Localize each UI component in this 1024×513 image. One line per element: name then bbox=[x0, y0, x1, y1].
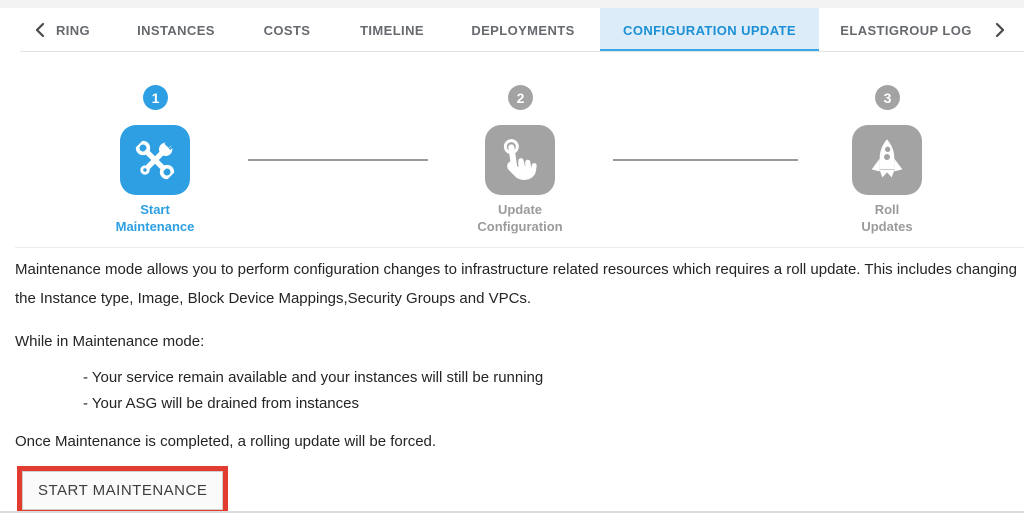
tab-costs[interactable]: COSTS bbox=[263, 22, 311, 38]
tab-bar bbox=[0, 8, 1024, 52]
once-line: Once Maintenance is completed, a rolling update will be forced. bbox=[15, 433, 437, 450]
red-annotation-box bbox=[17, 466, 228, 513]
bullet-item: - Your ASG will be drained from instances bbox=[83, 395, 359, 412]
step-number-badge: 2 bbox=[508, 85, 533, 110]
start-maintenance-button[interactable]: START MAINTENANCE bbox=[22, 471, 223, 510]
bullet-item: - Your service remain available and your instances will still be running bbox=[83, 369, 544, 386]
tab-deployments[interactable]: DEPLOYMENTS bbox=[471, 22, 575, 38]
step-connector-2 bbox=[613, 159, 798, 161]
tab-timeline[interactable]: TIMELINE bbox=[360, 22, 424, 38]
crossed-wrenches-icon bbox=[120, 125, 190, 195]
rocket-icon bbox=[852, 125, 922, 195]
step-label: Start Maintenance bbox=[115, 202, 195, 234]
description-line-1: Maintenance mode allows you to perform configuration changes to infrastructure related resources which requires a roll update. This includes changing bbox=[15, 261, 1017, 278]
step-label: Roll Updates bbox=[861, 202, 913, 234]
hand-click-icon bbox=[485, 125, 555, 195]
chevron-right-icon[interactable] bbox=[993, 8, 1007, 52]
top-strip bbox=[0, 0, 1024, 8]
tab-configuration-update[interactable]: CONFIGURATION UPDATE bbox=[600, 8, 819, 52]
step-number-badge: 1 bbox=[143, 85, 168, 110]
wizard-stepper bbox=[0, 52, 1024, 247]
chevron-left-icon[interactable] bbox=[33, 8, 47, 52]
step-connector-1 bbox=[248, 159, 428, 161]
tab-elastigroup-log[interactable]: ELASTIGROUP LOG bbox=[840, 22, 972, 38]
bullet-list bbox=[15, 365, 1014, 417]
while-heading: While in Maintenance mode: bbox=[15, 333, 205, 350]
tab-ring[interactable]: RING bbox=[55, 22, 91, 38]
step-number-badge: 3 bbox=[875, 85, 900, 110]
description-line-2: the Instance type, Image, Block Device Mappings,Security Groups and VPCs. bbox=[15, 290, 532, 307]
tab-instances[interactable]: INSTANCES bbox=[137, 22, 215, 38]
maintenance-description bbox=[15, 255, 1017, 513]
section-divider bbox=[15, 247, 1024, 248]
step-label: Update Configuration bbox=[477, 202, 563, 234]
